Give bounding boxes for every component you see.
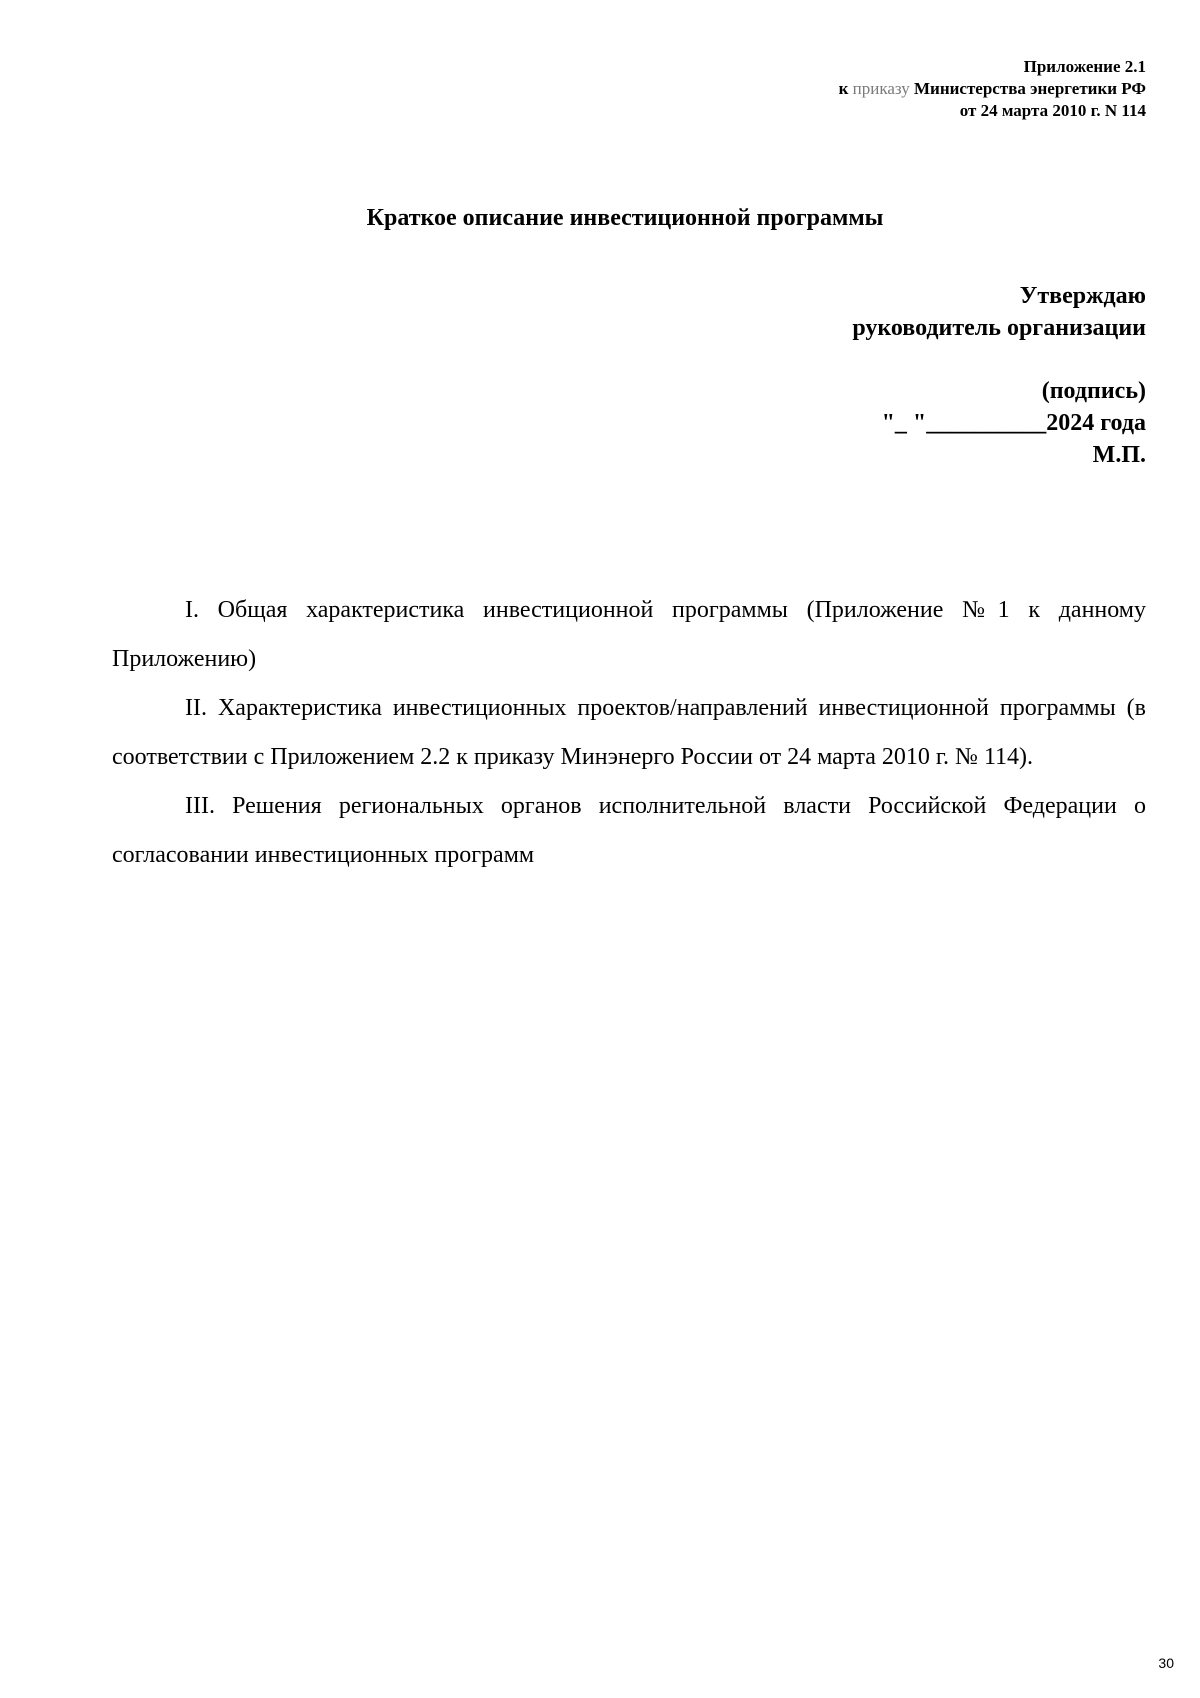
order-date: от 24 марта 2010 г. N 114 <box>959 101 1146 120</box>
approval-word: Утверждаю <box>1019 283 1146 309</box>
appendix-order-reference <box>839 78 1146 100</box>
document-body <box>112 586 1146 880</box>
document-title: Краткое описание инвестиционной программы <box>366 205 884 231</box>
signature-block <box>882 375 1146 471</box>
section-1: I. Общая характеристика инвестиционной программы (Приложение №1 к данному Приложению) <box>112 597 1146 672</box>
section-2: II. Характеристика инвестиционных проектов/направлений инвестиционной программы (в соответствии с Приложением 2.2 к приказу Минэнерго России от 24 марта 2010 г. № 114). <box>112 695 1146 770</box>
order-prefix: к <box>838 79 853 98</box>
appendix-number: Приложение 2.1 <box>1023 57 1146 76</box>
approval-block <box>852 280 1146 344</box>
stamp-place: М.П. <box>1092 442 1146 468</box>
order-link[interactable]: приказу <box>852 79 910 98</box>
signature-label: (подпись) <box>1041 378 1146 404</box>
section-3: III. Решения региональных органов исполнительной власти Российской Федерации о согласовании инвестиционных программ <box>112 793 1146 868</box>
ministry-name: Министерства энергетики РФ <box>909 79 1146 98</box>
page-number: 30 <box>1158 1655 1174 1671</box>
approval-date-line: "_ "__________2024 года <box>881 410 1146 436</box>
approver-role: руководитель организации <box>852 315 1146 341</box>
appendix-header <box>839 56 1146 122</box>
